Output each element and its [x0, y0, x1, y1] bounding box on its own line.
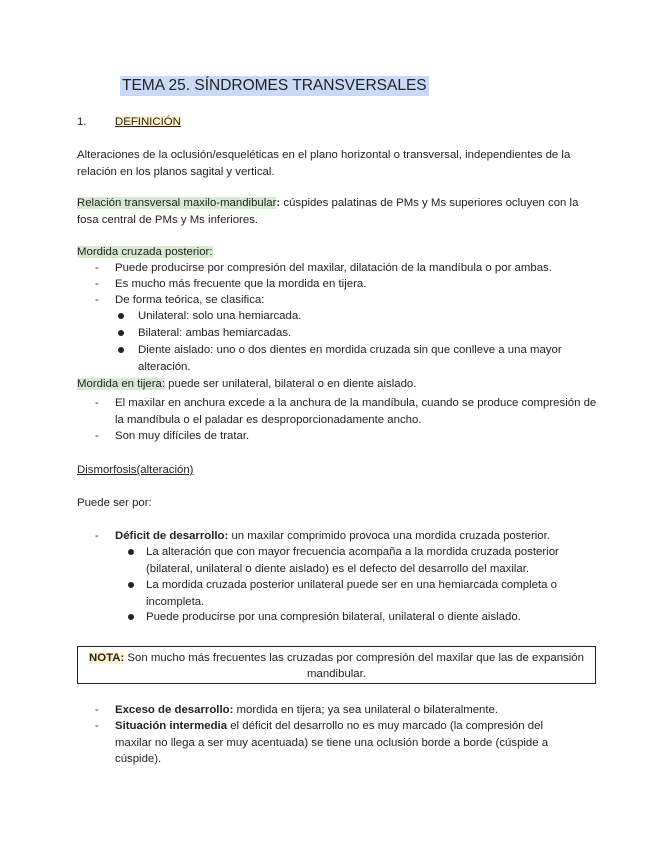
sub-list-item: Puede producirse por una compresión bilateral, unilateral o diente aislado.: [146, 611, 521, 623]
posterior-crossbite-label: Mordida cruzada posterior:: [77, 246, 213, 258]
list-item: De forma teórica, se clasifica:: [115, 294, 265, 306]
section-heading-text: DEFINICIÓN: [115, 116, 181, 128]
sub-list-item: Diente aislado: uno o dos dientes en mordida cruzada sin que conlleve a una mayor alteración.: [138, 344, 562, 373]
dash-bullet: -: [95, 530, 99, 542]
posterior-crossbite-heading: [77, 244, 213, 261]
bullet-dot: [118, 313, 124, 319]
dash-bullet: -: [95, 430, 99, 442]
bullet-dot: [128, 614, 134, 620]
note-box: [77, 646, 596, 684]
bullet-dot: [128, 582, 134, 588]
section-heading: [115, 114, 181, 131]
sub-list-item: La mordida cruzada posterior unilateral puede ser en una hemiarcada completa o incompleta.: [146, 579, 557, 608]
dash-bullet: -: [95, 294, 99, 306]
intermediate-text: el déficit del desarrollo no es muy marcado (la compresión del maxilar no llega a ser muy acentuada) se tiene una oclusión borde a borde (cúspide a cúspide).: [115, 720, 549, 765]
relation-text: cúspides palatinas de PMs y Ms superiores ocluyen con la fosa central de PMs y Ms inferiores.: [77, 197, 579, 226]
section-number: 1.: [77, 116, 87, 128]
bullet-dot: [128, 549, 134, 555]
excess-label: Exceso de desarrollo:: [115, 704, 234, 716]
dysmorphosis-heading: Dismorfosis(alteración): [77, 464, 194, 476]
sub-list-item: Unilateral: solo una hemiarcada.: [138, 310, 302, 322]
excess-item: [115, 702, 605, 719]
list-item: Es mucho más frecuente que la mordida en tijera.: [115, 278, 367, 290]
scissor-bite-paragraph: [77, 376, 603, 393]
dash-bullet: -: [95, 704, 99, 716]
scissor-bite-label: Mordida en tijera:: [77, 378, 166, 390]
sub-list-item: La alteración que con mayor frecuencia acompaña a la mordida cruzada posterior (bilateral, unilateral o diente aislado) es el defecto del desarrollo del maxilar.: [146, 546, 559, 575]
bullet-dot: [118, 330, 124, 336]
definition-paragraph: Alteraciones de la oclusión/esqueléticas en el plano horizontal o transversal, independientes de la relación en los planos sagital y vertical.: [77, 149, 571, 178]
dash-bullet: -: [95, 262, 99, 274]
dash-bullet: -: [95, 278, 99, 290]
intermediate-label: Situación intermedia: [115, 720, 228, 732]
note-text: Son mucho más frecuentes las cruzadas por compresión del maxilar que las de expansión mandibular.: [124, 652, 584, 680]
list-item: Puede producirse por compresión del maxilar, dilatación de la mandíbula o por ambas.: [115, 262, 552, 274]
relation-colon: :: [276, 197, 281, 209]
deficit-item: [115, 528, 605, 545]
relation-paragraph: [77, 195, 603, 228]
list-item: Son muy difíciles de tratar.: [115, 430, 250, 442]
scissor-bite-text: puede ser unilateral, bilateral o en diente aislado.: [165, 378, 417, 390]
intermediate-item: [115, 718, 565, 768]
bullet-dot: [118, 347, 124, 353]
note-label: NOTA:: [89, 652, 125, 664]
page-title: TEMA 25. SÍNDROMES TRANSVERSALES: [122, 77, 427, 94]
dash-bullet: -: [95, 720, 99, 732]
excess-text: mordida en tijera; ya sea unilateral o bilateralmente.: [233, 704, 499, 716]
dysmorphosis-intro: Puede ser por:: [77, 497, 152, 509]
deficit-label: Déficit de desarrollo:: [115, 530, 229, 542]
list-item: El maxilar en anchura excede a la anchura de la mandíbula, cuando se produce compresión de la mandíbula o el paladar es desproporcionadamente ancho.: [115, 397, 597, 426]
sub-list-item: Bilateral: ambas hemiarcadas.: [138, 327, 292, 339]
dash-bullet: -: [95, 397, 99, 409]
relation-label: Relación transversal maxilo-mandibular: [77, 197, 277, 209]
deficit-text: un maxilar comprimido provoca una mordida cruzada posterior.: [228, 530, 550, 542]
